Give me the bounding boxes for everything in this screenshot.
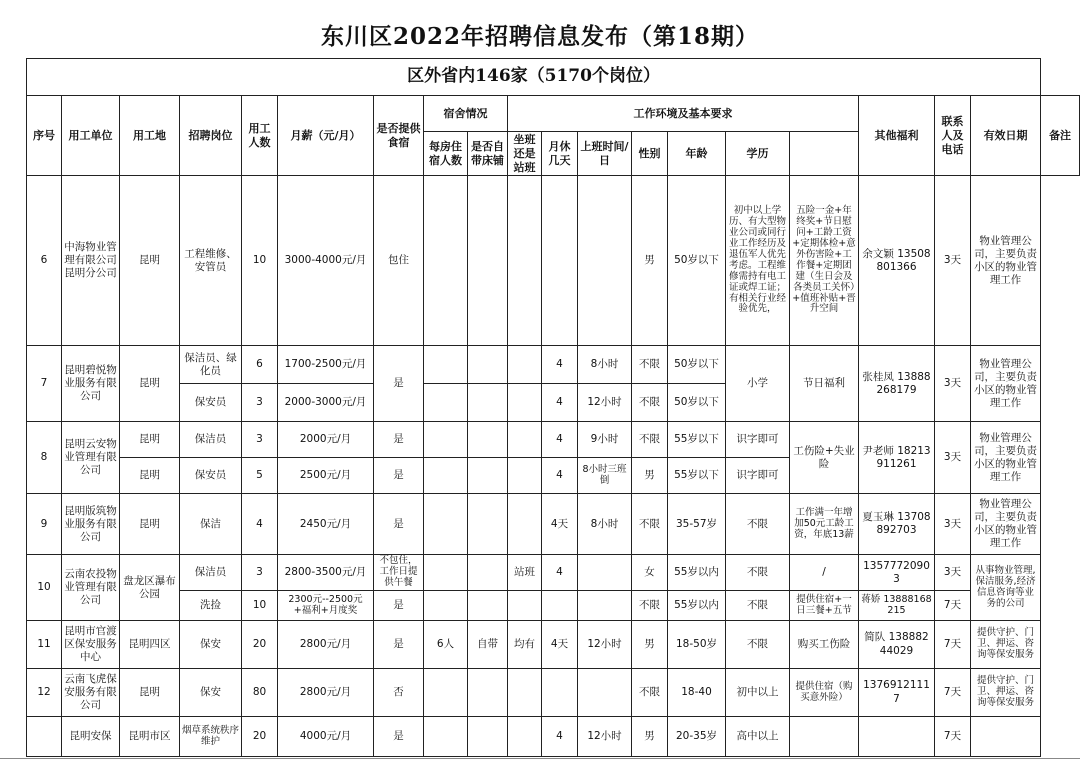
cell-position: 保安 [180,669,242,717]
cell-edu: 不限 [726,621,790,669]
cell-company: 云南飞虎保安服务有限公司 [62,669,120,717]
cell-edu: 识字即可 [726,458,790,494]
header-benefits: 其他福利 [859,96,935,176]
cell-gender: 不限 [632,669,668,717]
cell-rest: 4天 [542,494,578,555]
cell-valid: 3天 [935,494,971,555]
cell-meals: 否 [374,669,424,717]
cell-location: 昆明市区 [120,717,180,757]
header-valid: 有效日期 [971,96,1041,176]
cell-dorm_per [424,176,468,346]
table-row [27,422,1080,458]
cell-position: 烟草系统秩序维护 [180,717,242,757]
header-edu: 学历 [726,132,790,176]
table-cell [542,669,578,717]
table-cell [424,458,468,494]
header-company: 用工单位 [62,96,120,176]
cell-salary: 2800-3500元/月 [278,555,374,591]
cell-stand: 站班 [508,555,542,591]
cell-meals: 是 [374,621,424,669]
cell-age: 35-57岁 [668,494,726,555]
page-title: 东川区2022年招聘信息发布（第18期） [320,23,760,50]
cell-salary: 2300元--2500元+福利+月度奖 [278,591,374,621]
cell-hours: 12小时 [578,717,632,757]
cell-valid: 7天 [935,669,971,717]
cell-company: 昆明市官渡区保安服务中心 [62,621,120,669]
cell-age: 55岁以下 [668,422,726,458]
cell-salary: 2000元/月 [278,422,374,458]
cell-dorm_per: 6人 [424,621,468,669]
cell-benefits: 购买工伤险 [790,621,859,669]
cell-age: 18-40 [668,669,726,717]
cell-age: 50岁以下 [668,176,726,346]
table-cell [508,458,542,494]
cell-position: 保洁员、绿化员 [180,346,242,384]
cell-meals: 不包住，工作日提供午餐 [374,555,424,591]
header-dorm-per: 每房住宿人数 [424,132,468,176]
cell-seq: 9 [27,494,62,555]
cell-meals: 包住 [374,176,424,346]
cell-rest: 4 [542,422,578,458]
cell-gender: 男 [632,458,668,494]
cell-gender: 不限 [632,384,668,422]
table-row [27,346,1080,384]
cell-position: 保洁员 [180,422,242,458]
header-remark: 备注 [1041,96,1080,176]
cell-hours [578,176,632,346]
cell-benefits: 工作满一年增加50元工龄工资，年底13薪 [790,494,859,555]
table-cell [508,384,542,422]
cell-meals: 是 [374,494,424,555]
header-count: 用工人数 [242,96,278,176]
cell-hours: 12小时 [578,384,632,422]
table-row [27,555,1080,591]
header-stand-sit: 坐班还是站班 [508,132,542,176]
cell-edu: 不限 [726,494,790,555]
header-salary: 月薪（元/月） [278,96,374,176]
table-cell [468,458,508,494]
cell-age: 55岁以下 [668,458,726,494]
cell-location: 昆明 [120,422,180,458]
cell-count: 20 [242,621,278,669]
cell-gender: 男 [632,717,668,757]
table-cell [424,591,468,621]
cell-seq: 11 [27,621,62,669]
table-cell [971,717,1041,757]
cell-age: 20-35岁 [668,717,726,757]
cell-edu: 识字即可 [726,422,790,458]
table-cell [508,591,542,621]
header-seq: 序号 [27,96,62,176]
table-cell [424,717,468,757]
table-cell [424,494,468,555]
cell-edu: 初中以上 [726,669,790,717]
table-cell [468,555,508,591]
cell-stand [508,176,542,346]
cell-meals: 是 [374,458,424,494]
cell-edu: 不限 [726,591,790,621]
cell-position: 工程维修、安管员 [180,176,242,346]
cell-edu: 高中以上 [726,717,790,757]
cell-contact: 张桂凤 13888268179 [859,346,935,422]
cell-position: 保洁员 [180,555,242,591]
cell-gender: 男 [632,621,668,669]
table-cell [508,717,542,757]
cell-salary: 2000-3000元/月 [278,384,374,422]
cell-location: 昆明 [120,346,180,422]
cell-meals: 是 [374,346,424,422]
header-contact: 联系人及电话 [935,96,971,176]
header-hours: 上班时间/日 [578,132,632,176]
table-cell [468,384,508,422]
cell-valid: 3天 [935,176,971,346]
table-cell [468,346,508,384]
cell-gender: 女 [632,555,668,591]
cell-rest [542,176,578,346]
cell-position: 保安员 [180,384,242,422]
cell-valid: 3天 [935,346,971,422]
header-rest: 月休几天 [542,132,578,176]
bottom-rule [0,758,1080,759]
cell-contact: 简队 13888244029 [859,621,935,669]
cell-valid: 7天 [935,717,971,757]
cell-position: 保安员 [180,458,242,494]
cell-location: 昆明四区 [120,621,180,669]
table-cell [790,717,859,757]
cell-company: 昆明安保 [62,717,120,757]
table-cell [578,591,632,621]
cell-salary: 2800元/月 [278,621,374,669]
table-cell [468,591,508,621]
cell-rest: 4 [542,346,578,384]
table-row [27,176,1080,346]
cell-count: 5 [242,458,278,494]
cell-benefits: 提供住宿（购买意外险） [790,669,859,717]
cell-contact: 尹老师 18213911261 [859,422,935,494]
table-cell [468,717,508,757]
cell-salary: 2800元/月 [278,669,374,717]
table-cell [859,717,935,757]
cell-count: 10 [242,176,278,346]
cell-contact: 夏玉琳 13708892703 [859,494,935,555]
cell-count: 3 [242,422,278,458]
recruitment-table-container [26,58,1080,758]
cell-remark: 物业管理公司，主要负责小区的物业管理工作 [971,176,1041,346]
header-meals: 是否提供食宿 [374,96,424,176]
cell-salary: 1700-2500元/月 [278,346,374,384]
cell-seq: 12 [27,669,62,717]
cell-bedding [468,176,508,346]
cell-salary: 2450元/月 [278,494,374,555]
cell-position: 洗捡 [180,591,242,621]
cell-remark: 提供守护、门卫、押运、咨询等保安服务 [971,669,1041,717]
cell-gender: 不限 [632,422,668,458]
cell-location: 昆明 [120,669,180,717]
cell-rest: 4 [542,555,578,591]
table-row [27,669,1080,717]
table-cell [578,669,632,717]
cell-edu: 不限 [726,555,790,591]
cell-seq [27,717,62,757]
table-cell [542,591,578,621]
cell-contact: 余文颖 13508801366 [859,176,935,346]
cell-count: 20 [242,717,278,757]
header-age: 年龄 [668,132,726,176]
cell-company: 昆明版筑物业服务有限公司 [62,494,120,555]
cell-remark: 物业管理公司，主要负责小区的物业管理工作 [971,422,1041,494]
cell-meals: 是 [374,717,424,757]
cell-count: 80 [242,669,278,717]
header-position: 招聘岗位 [180,96,242,176]
cell-location: 昆明 [120,458,180,494]
cell-gender: 不限 [632,494,668,555]
header-location: 用工地 [120,96,180,176]
table-row [27,591,1080,621]
table-cell [424,384,468,422]
table-cell [508,346,542,384]
cell-benefits: / [790,555,859,591]
cell-seq: 6 [27,176,62,346]
cell-contact: 13577720903 [859,555,935,591]
cell-valid: 3天 [935,422,971,494]
cell-seq: 7 [27,346,62,422]
cell-count: 3 [242,555,278,591]
cell-company: 昆明云安物业管理有限公司 [62,422,120,494]
cell-company: 云南农投物业管理有限公司 [62,555,120,621]
recruitment-table [26,58,1080,757]
table-cell [508,494,542,555]
cell-bedding: 自带 [468,621,508,669]
table-cell [424,555,468,591]
cell-hours: 8小时 [578,346,632,384]
table-cell [508,669,542,717]
section-subtitle: 区外省内146家（5170个岗位） [27,59,1041,96]
cell-company: 昆明碧悦物业服务有限公司 [62,346,120,422]
header-dorm-bedding: 是否自带床铺 [468,132,508,176]
cell-meals: 是 [374,591,424,621]
cell-edu: 初中以上学历、有大型物业公司或同行业工作经历及退伍军人优先考虑。工程维修需持有电工证或焊工证；有相关行业经验优先， [726,176,790,346]
cell-valid: 7天 [935,621,971,669]
cell-age: 55岁以内 [668,591,726,621]
cell-age: 50岁以下 [668,384,726,422]
cell-location: 昆明 [120,494,180,555]
table-cell [468,422,508,458]
cell-seq: 8 [27,422,62,494]
cell-hours: 8小时 [578,494,632,555]
cell-count: 6 [242,346,278,384]
cell-age: 55岁以内 [668,555,726,591]
cell-salary: 4000元/月 [278,717,374,757]
cell-age: 50岁以下 [668,346,726,384]
cell-hours: 12小时 [578,621,632,669]
cell-remark: 物业管理公司，主要负责小区的物业管理工作 [971,494,1041,555]
cell-benefits: 节日福利 [790,346,859,422]
cell-count: 4 [242,494,278,555]
cell-valid: 3天 [935,555,971,591]
cell-rest: 4 [542,458,578,494]
cell-valid: 7天 [935,591,971,621]
table-row [27,494,1080,555]
header-gender: 性别 [632,132,668,176]
cell-rest: 4 [542,717,578,757]
cell-rest: 4天 [542,621,578,669]
cell-seq: 10 [27,555,62,621]
cell-remark: 从事物业管理,保洁服务,经济信息咨询等业务的公司 [971,555,1041,621]
cell-contact: 13769121117 [859,669,935,717]
cell-meals: 是 [374,422,424,458]
cell-hours: 9小时 [578,422,632,458]
cell-stand: 均有 [508,621,542,669]
cell-salary: 2500元/月 [278,458,374,494]
cell-salary: 3000-4000元/月 [278,176,374,346]
cell-age: 18-50岁 [668,621,726,669]
header-env: 工作环境及基本要求 [508,96,859,132]
table-cell [468,669,508,717]
cell-position: 保安 [180,621,242,669]
table-cell [424,669,468,717]
cell-gender: 不限 [632,346,668,384]
table-cell [424,422,468,458]
table-row [27,621,1080,669]
header-dorm: 宿舍情况 [424,96,508,132]
cell-location: 昆明 [120,176,180,346]
cell-company: 中海物业管理有限公司昆明分公司 [62,176,120,346]
cell-position: 保洁 [180,494,242,555]
cell-hours: 8小时三班倒 [578,458,632,494]
cell-count: 3 [242,384,278,422]
table-cell [578,555,632,591]
cell-benefits: 工伤险+失业险 [790,422,859,494]
cell-location: 盘龙区瀑布公园 [120,555,180,621]
cell-remark: 提供守护、门卫、押运、咨询等保安服务 [971,621,1041,669]
table-cell [508,422,542,458]
table-cell [468,494,508,555]
cell-edu: 小学 [726,346,790,422]
cell-benefits: 五险一金+年终奖+节日慰问+工龄工资+定期体检+意外伤害险+工作餐+定期团建（生日会及各类员工关怀）+值班补贴+晋升空间 [790,176,859,346]
cell-benefits: 提供住宿+一日三餐+五节 [790,591,859,621]
cell-remark: 物业管理公司，主要负责小区的物业管理工作 [971,346,1041,422]
cell-contact: 蒋娇 13888168215 [859,591,935,621]
cell-gender: 男 [632,176,668,346]
table-row [27,717,1080,757]
cell-count: 10 [242,591,278,621]
cell-gender: 不限 [632,591,668,621]
table-cell [424,346,468,384]
cell-rest: 4 [542,384,578,422]
